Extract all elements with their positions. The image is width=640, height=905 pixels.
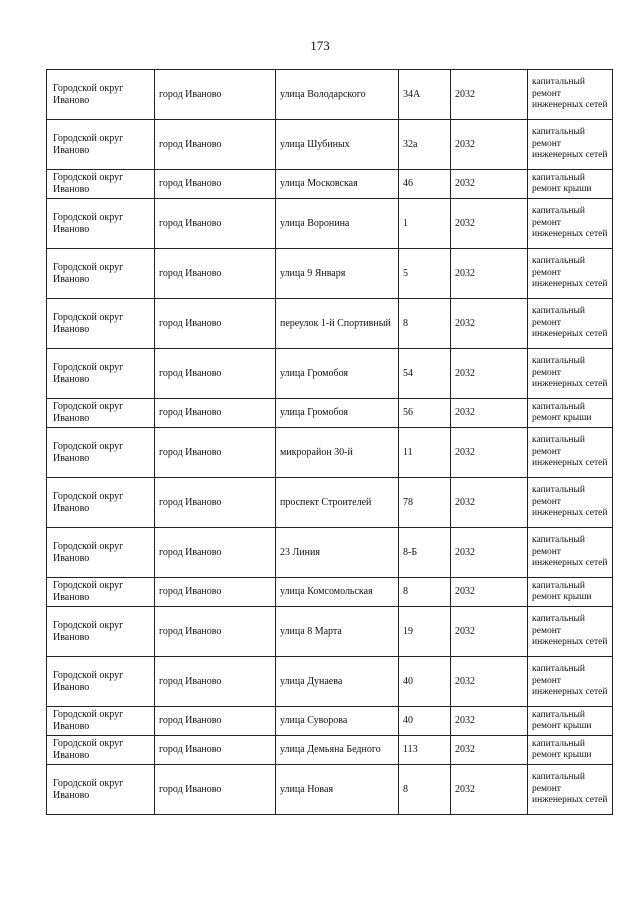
table-row: [47, 249, 613, 299]
city-cell: город Иваново: [155, 199, 276, 249]
district-cell: Городской округ Иваново: [47, 528, 155, 578]
house-number-cell: 46: [399, 170, 451, 199]
year-cell: 2032: [451, 428, 528, 478]
city-cell: город Иваново: [155, 120, 276, 170]
city-cell: город Иваново: [155, 528, 276, 578]
year-cell: 2032: [451, 607, 528, 657]
year-cell: 2032: [451, 299, 528, 349]
year-cell: 2032: [451, 120, 528, 170]
year-cell: 2032: [451, 199, 528, 249]
district-cell: Городской округ Иваново: [47, 299, 155, 349]
year-cell: 2032: [451, 170, 528, 199]
city-cell: город Иваново: [155, 299, 276, 349]
year-cell: 2032: [451, 349, 528, 399]
table-row: [47, 70, 613, 120]
work-type-cell: капитальный ремонт крыши: [528, 736, 613, 765]
district-cell: Городской округ Иваново: [47, 478, 155, 528]
street-cell: улица Суворова: [276, 707, 399, 736]
district-cell: Городской округ Иваново: [47, 607, 155, 657]
house-number-cell: 56: [399, 399, 451, 428]
city-cell: город Иваново: [155, 478, 276, 528]
table-row: [47, 657, 613, 707]
work-type-cell: капитальный ремонт инженерных сетей: [528, 199, 613, 249]
year-cell: 2032: [451, 578, 528, 607]
street-cell: микрорайон 30-й: [276, 428, 399, 478]
district-cell: Городской округ Иваново: [47, 765, 155, 815]
year-cell: 2032: [451, 707, 528, 736]
year-cell: 2032: [451, 70, 528, 120]
work-type-cell: капитальный ремонт инженерных сетей: [528, 657, 613, 707]
house-number-cell: 113: [399, 736, 451, 765]
street-cell: улица Воронина: [276, 199, 399, 249]
table-row: [47, 299, 613, 349]
street-cell: улица Володарского: [276, 70, 399, 120]
city-cell: город Иваново: [155, 70, 276, 120]
street-cell: переулок 1-й Спортивный: [276, 299, 399, 349]
district-cell: Городской округ Иваново: [47, 428, 155, 478]
street-cell: улица Дунаева: [276, 657, 399, 707]
work-type-cell: капитальный ремонт инженерных сетей: [528, 120, 613, 170]
street-cell: улица Московская: [276, 170, 399, 199]
year-cell: 2032: [451, 765, 528, 815]
work-type-cell: капитальный ремонт крыши: [528, 578, 613, 607]
district-cell: Городской округ Иваново: [47, 349, 155, 399]
city-cell: город Иваново: [155, 249, 276, 299]
district-cell: Городской округ Иваново: [47, 736, 155, 765]
city-cell: город Иваново: [155, 707, 276, 736]
city-cell: город Иваново: [155, 657, 276, 707]
district-cell: Городской округ Иваново: [47, 399, 155, 428]
work-type-cell: капитальный ремонт крыши: [528, 399, 613, 428]
table-row: [47, 399, 613, 428]
district-cell: Городской округ Иваново: [47, 120, 155, 170]
district-cell: Городской округ Иваново: [47, 70, 155, 120]
year-cell: 2032: [451, 657, 528, 707]
city-cell: город Иваново: [155, 736, 276, 765]
work-type-cell: капитальный ремонт инженерных сетей: [528, 765, 613, 815]
work-type-cell: капитальный ремонт инженерных сетей: [528, 528, 613, 578]
table-row: [47, 707, 613, 736]
house-number-cell: 34А: [399, 70, 451, 120]
house-number-cell: 11: [399, 428, 451, 478]
house-number-cell: 78: [399, 478, 451, 528]
table-row: [47, 478, 613, 528]
district-cell: Городской округ Иваново: [47, 249, 155, 299]
table-row: [47, 765, 613, 815]
city-cell: город Иваново: [155, 765, 276, 815]
house-number-cell: 54: [399, 349, 451, 399]
house-number-cell: 8: [399, 765, 451, 815]
work-type-cell: капитальный ремонт инженерных сетей: [528, 349, 613, 399]
street-cell: улица Громобоя: [276, 399, 399, 428]
house-number-cell: 5: [399, 249, 451, 299]
street-cell: 23 Линия: [276, 528, 399, 578]
house-number-cell: 40: [399, 657, 451, 707]
street-cell: улица Громобоя: [276, 349, 399, 399]
district-cell: Городской округ Иваново: [47, 707, 155, 736]
district-cell: Городской округ Иваново: [47, 657, 155, 707]
table-row: [47, 578, 613, 607]
work-type-cell: капитальный ремонт крыши: [528, 707, 613, 736]
year-cell: 2032: [451, 736, 528, 765]
house-number-cell: 8: [399, 578, 451, 607]
table-row: [47, 120, 613, 170]
table-row: [47, 170, 613, 199]
house-number-cell: 8: [399, 299, 451, 349]
city-cell: город Иваново: [155, 428, 276, 478]
district-cell: Городской округ Иваново: [47, 170, 155, 199]
year-cell: 2032: [451, 528, 528, 578]
table-row: [47, 428, 613, 478]
house-number-cell: 1: [399, 199, 451, 249]
city-cell: город Иваново: [155, 578, 276, 607]
house-number-cell: 32а: [399, 120, 451, 170]
house-number-cell: 19: [399, 607, 451, 657]
street-cell: улица 8 Марта: [276, 607, 399, 657]
work-type-cell: капитальный ремонт инженерных сетей: [528, 249, 613, 299]
city-cell: город Иваново: [155, 399, 276, 428]
work-type-cell: капитальный ремонт инженерных сетей: [528, 299, 613, 349]
street-cell: улица Демьяна Бедного: [276, 736, 399, 765]
work-type-cell: капитальный ремонт инженерных сетей: [528, 607, 613, 657]
district-cell: Городской округ Иваново: [47, 578, 155, 607]
table-row: [47, 736, 613, 765]
work-type-cell: капитальный ремонт крыши: [528, 170, 613, 199]
city-cell: город Иваново: [155, 607, 276, 657]
page-number: 173: [310, 38, 330, 53]
district-cell: Городской округ Иваново: [47, 199, 155, 249]
street-cell: улица Новая: [276, 765, 399, 815]
table-row: [47, 199, 613, 249]
table-body: [47, 70, 613, 815]
table-row: [47, 607, 613, 657]
repair-schedule-table: [46, 69, 613, 815]
house-number-cell: 8-Б: [399, 528, 451, 578]
street-cell: улица Шубиных: [276, 120, 399, 170]
year-cell: 2032: [451, 249, 528, 299]
city-cell: город Иваново: [155, 170, 276, 199]
street-cell: улица 9 Января: [276, 249, 399, 299]
table-row: [47, 349, 613, 399]
year-cell: 2032: [451, 478, 528, 528]
work-type-cell: капитальный ремонт инженерных сетей: [528, 428, 613, 478]
year-cell: 2032: [451, 399, 528, 428]
table-row: [47, 528, 613, 578]
street-cell: проспект Строителей: [276, 478, 399, 528]
work-type-cell: капитальный ремонт инженерных сетей: [528, 478, 613, 528]
city-cell: город Иваново: [155, 349, 276, 399]
house-number-cell: 40: [399, 707, 451, 736]
street-cell: улица Комсомольская: [276, 578, 399, 607]
work-type-cell: капитальный ремонт инженерных сетей: [528, 70, 613, 120]
